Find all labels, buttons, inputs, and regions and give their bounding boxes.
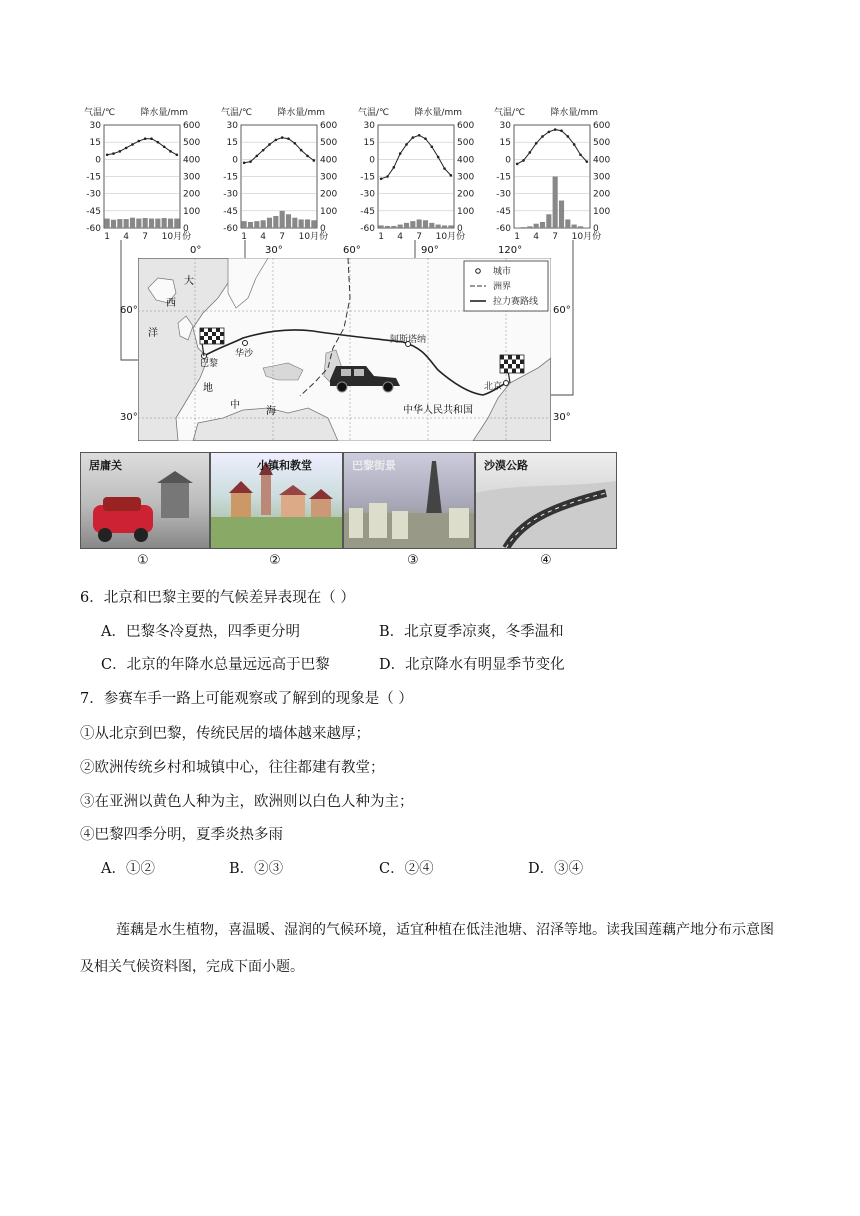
lon-60: 60° [343,245,361,256]
precip-tick-label: 100 [183,206,201,217]
label-yang: 洋 [148,328,158,339]
precip-tick-label: 300 [593,172,611,183]
temp-tick-label: -60 [223,224,238,234]
precip-tick-label: 600 [320,121,338,131]
temp-tick-label: 30 [499,121,511,131]
precip-axis-title: 降水量/mm [140,108,188,118]
precip-tick-label: 600 [593,121,611,131]
temp-tick-label: -60 [496,224,511,234]
precip-tick-label: 200 [457,189,475,200]
precip-tick-label: 200 [183,189,201,200]
photo-paris-street [343,452,475,549]
temp-tick-label: -30 [496,189,511,200]
precip-tick-label: 0 [457,224,463,234]
temp-tick-label: 0 [95,155,101,166]
temp-tick-label: -30 [223,189,238,200]
precip-tick-label: 600 [183,121,201,131]
precip-axis-title: 降水量/mm [277,108,325,118]
q7-statement-4: ④巴黎四季分明，夏季炎热多雨 [80,827,283,843]
temp-axis-title: 气温/℃ [358,108,390,118]
q6-option-a[interactable]: A．巴黎冬冷夏热，四季更分明 [101,624,300,640]
label-beijing: 北京 [484,382,503,392]
precip-tick-label: 300 [320,172,338,183]
photo-town-church [210,452,343,549]
q7-statement-2: ②欧洲传统乡村和城镇中心，往往都建有教堂； [80,760,385,776]
photo-juyongguan [80,452,210,549]
temp-tick-label: 15 [89,138,101,149]
photo-num-2: ② [269,553,281,568]
month-tick-label: 4 [260,232,267,242]
temp-tick-label: -45 [360,206,375,217]
month-tick-label: 10月份 [298,232,329,242]
label-da: 大 [184,276,194,287]
month-tick-label: 1 [241,232,248,242]
temp-tick-label: -15 [360,172,375,183]
precip-tick-label: 600 [457,121,475,131]
month-tick-label: 10月份 [571,232,602,242]
month-tick-label: 1 [104,232,111,242]
legend-city: 城市 [493,267,512,277]
precip-tick-label: 500 [457,138,475,149]
precip-tick-label: 300 [457,172,475,183]
temp-tick-label: -45 [223,206,238,217]
q7-statement-1: ①从北京到巴黎，传统民居的墙体越来越厚； [80,726,370,742]
temp-tick-label: -30 [86,189,101,200]
precip-tick-label: 400 [593,155,611,166]
label-hai: 海 [266,406,276,417]
temp-tick-label: 30 [363,121,375,131]
q7-statement-3: ③在亚洲以黄色人种为主，欧洲则以白色人种为主； [80,794,414,810]
temp-tick-label: 0 [369,155,375,166]
month-tick-label: 7 [416,232,423,242]
lon-30: 30° [265,245,283,256]
precip-tick-label: 400 [457,155,475,166]
temp-tick-label: 15 [363,138,375,149]
lat-60-left: 60° [120,305,138,316]
lon-90: 90° [421,245,439,256]
month-tick-label: 7 [552,232,559,242]
temp-tick-label: -15 [496,172,511,183]
month-tick-label: 4 [123,232,130,242]
temp-axis-title: 气温/℃ [494,108,526,118]
label-di: 地 [203,383,213,394]
temp-tick-label: 30 [226,121,238,131]
precip-tick-label: 300 [183,172,201,183]
label-xi: 西 [166,298,176,309]
month-tick-label: 7 [279,232,286,242]
precip-tick-label: 100 [457,206,475,217]
q6-stem: 6．北京和巴黎主要的气候差异表现在（ ） [80,590,355,606]
photo-num-1: ① [137,553,149,568]
precip-axis-title: 降水量/mm [550,108,598,118]
precip-tick-label: 0 [320,224,326,234]
precip-tick-label: 0 [183,224,189,234]
temp-axis-title: 气温/℃ [221,108,253,118]
precip-tick-label: 400 [183,155,201,166]
photo-num-4: ④ [540,553,552,568]
lat-30-right: 30° [553,412,571,423]
month-tick-label: 1 [378,232,385,242]
month-tick-label: 4 [397,232,404,242]
q6-option-c[interactable]: C．北京的年降水总量远远高于巴黎 [101,657,330,673]
lat-60-right: 60° [553,305,571,316]
photo-label-paris-street: 巴黎街景 [352,459,396,472]
precip-tick-label: 200 [593,189,611,200]
precip-tick-label: 200 [320,189,338,200]
temp-tick-label: -30 [360,189,375,200]
q7-stem: 7．参赛车手一路上可能观察或了解到的现象是（ ） [80,691,413,707]
temp-tick-label: -15 [86,172,101,183]
precip-tick-label: 0 [593,224,599,234]
temp-tick-label: -60 [360,224,375,234]
precip-tick-label: 500 [593,138,611,149]
rally-route-map [138,258,551,441]
temp-tick-label: -45 [86,206,101,217]
temp-tick-label: -15 [223,172,238,183]
legend-rally-route: 拉力赛路线 [493,297,539,307]
precip-tick-label: 500 [183,138,201,149]
q7-option-b[interactable]: B．②③ [229,861,284,877]
month-tick-label: 10月份 [435,232,466,242]
q7-option-c[interactable]: C．②④ [379,861,434,877]
precip-axis-title: 降水量/mm [414,108,462,118]
q6-option-b[interactable]: B．北京夏季凉爽，冬季温和 [379,624,564,640]
photo-label-town-church: 小镇和教堂 [257,459,312,472]
photo-strip [80,452,616,547]
temp-tick-label: 15 [226,138,238,149]
q6-option-d[interactable]: D．北京降水有明显季节变化 [379,657,565,673]
q7-option-a[interactable]: A．①② [101,861,155,877]
temp-tick-label: 15 [499,138,511,149]
precip-tick-label: 100 [593,206,611,217]
legend-continent-boundary: 洲界 [493,282,512,292]
photo-num-3: ③ [407,553,419,568]
label-paris: 巴黎 [200,359,219,369]
q7-option-d[interactable]: D．③④ [528,861,584,877]
temp-tick-label: 30 [89,121,101,131]
precip-tick-label: 100 [320,206,338,217]
precip-tick-label: 500 [320,138,338,149]
month-tick-label: 10月份 [161,232,192,242]
lat-30-left: 30° [120,412,138,423]
temp-tick-label: 0 [505,155,511,166]
photo-label-juyongguan: 居庸关 [89,459,122,472]
temp-tick-label: -60 [86,224,101,234]
month-tick-label: 1 [514,232,521,242]
temp-tick-label: 0 [232,155,238,166]
label-china: 中华人民共和国 [403,405,473,416]
temp-axis-title: 气温/℃ [84,108,116,118]
label-warsaw: 华沙 [235,349,254,359]
label-astana: 阿斯塔纳 [390,335,427,345]
precip-tick-label: 400 [320,155,338,166]
passage-lotus-root: 莲藕是水生植物，喜温暖、湿润的气候环境，适宜种植在低洼池塘、沼泽等地。读我国莲藕产地分布示意图及相关气候资料图，完成下面小题。 [80,922,774,975]
month-tick-label: 7 [142,232,149,242]
temp-tick-label: -45 [496,206,511,217]
month-tick-label: 4 [533,232,540,242]
lon-120: 120° [498,245,523,256]
label-zhong: 中 [230,400,240,411]
photo-desert-road [475,452,617,549]
lon-0: 0° [190,245,202,256]
photo-label-desert-road: 沙漠公路 [484,459,528,472]
